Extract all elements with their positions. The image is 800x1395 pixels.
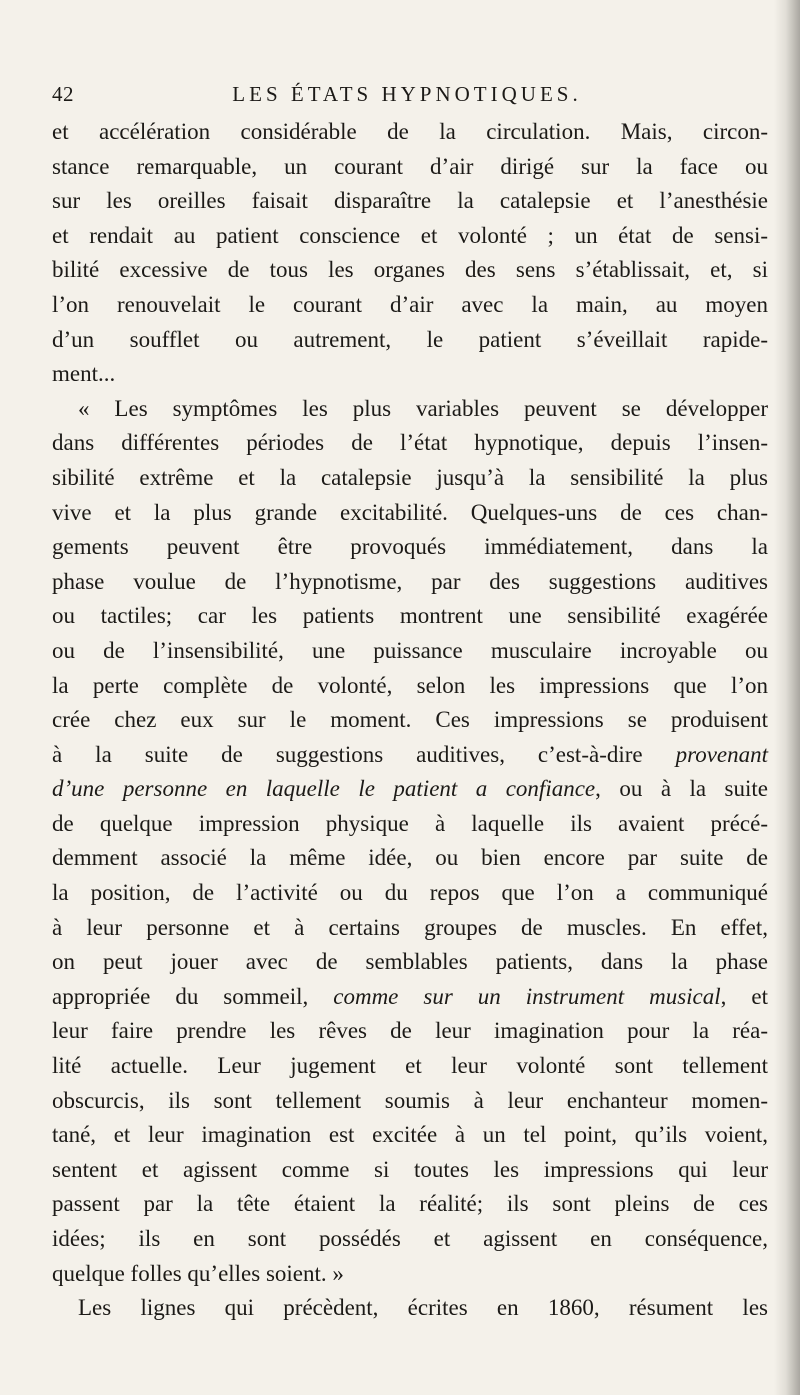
text-segment: , ou à la suite bbox=[595, 776, 769, 802]
text-line bbox=[52, 461, 768, 496]
text-segment: la perte complète de volonté, selon les impressions que l’on bbox=[52, 672, 768, 698]
text-segment: « Les symptômes les plus variables peuvent se développer bbox=[78, 395, 768, 421]
text-segment: Les lignes qui précèdent, écrites en 1860, résument les bbox=[78, 1295, 768, 1321]
text-line bbox=[52, 1291, 768, 1326]
text-line bbox=[52, 253, 768, 288]
italic-text: d’une personne en laquelle le patient a confiance bbox=[52, 776, 596, 802]
text-segment: sentent et agissent comme si toutes les impressions qui leur bbox=[52, 1156, 768, 1182]
text-segment: d’un soufflet ou autrement, le patient s’éveillait rapide- bbox=[52, 326, 768, 352]
text-line bbox=[52, 426, 768, 461]
italic-text: provenant bbox=[675, 741, 768, 767]
text-line bbox=[52, 1014, 768, 1049]
text-line bbox=[52, 219, 768, 254]
text-line bbox=[52, 392, 768, 427]
text-line bbox=[52, 1118, 768, 1153]
text-segment: et accélération considérable de la circulation. Mais, circon- bbox=[52, 119, 768, 144]
text-line bbox=[52, 1084, 768, 1119]
body-text bbox=[52, 115, 768, 1326]
text-line bbox=[52, 115, 768, 150]
text-line bbox=[52, 772, 768, 807]
text-segment: crée chez eux sur le moment. Ces impressions se produisent bbox=[52, 707, 768, 733]
text-line bbox=[52, 807, 768, 842]
text-segment: ou tactiles; car les patients montrent une sensibilité exagérée bbox=[52, 603, 768, 629]
text-line bbox=[52, 738, 768, 773]
text-line bbox=[52, 1187, 768, 1222]
text-segment: sibilité extrême et la catalepsie jusqu’à la sensibilité la plus bbox=[52, 464, 768, 490]
text-line bbox=[52, 357, 768, 392]
text-segment: à leur personne et à certains groupes de muscles. En effet, bbox=[52, 914, 768, 940]
text-segment: sur les oreilles faisait disparaître la catalepsie et l’anesthésie bbox=[52, 188, 768, 214]
text-line bbox=[52, 669, 768, 704]
text-line bbox=[52, 1049, 768, 1084]
text-segment: phase voulue de l’hypnotisme, par des suggestions auditives bbox=[52, 568, 768, 594]
text-line bbox=[52, 1257, 768, 1292]
text-line bbox=[52, 1153, 768, 1188]
text-segment: tané, et leur imagination est excitée à un tel point, qu’ils voient, bbox=[52, 1122, 768, 1148]
text-segment: stance remarquable, un courant d’air dirigé sur la face ou bbox=[52, 153, 768, 179]
text-segment: passent par la tête étaient la réalité; ils sont pleins de ces bbox=[52, 1191, 768, 1217]
text-line bbox=[52, 945, 768, 980]
text-line bbox=[52, 980, 768, 1015]
text-segment: on peut jouer avec de semblables patients, dans la phase bbox=[52, 949, 768, 975]
text-line bbox=[52, 634, 768, 669]
text-segment: demment associé la même idée, ou bien encore par suite de bbox=[52, 845, 768, 871]
text-segment: à la suite de suggestions auditives, c’est-à-dire bbox=[52, 741, 676, 767]
text-line bbox=[52, 703, 768, 738]
text-segment: leur faire prendre les rêves de leur imagination pour la réa- bbox=[52, 1018, 768, 1044]
text-line bbox=[52, 323, 768, 358]
text-segment: dans différentes périodes de l’état hypnotique, depuis l’insen- bbox=[52, 430, 768, 456]
text-segment: de quelque impression physique à laquelle ils avaient précé- bbox=[52, 810, 768, 836]
text-line bbox=[52, 876, 768, 911]
text-segment: bilité excessive de tous les organes des sens s’établissait, et, si bbox=[52, 257, 768, 283]
page-edge-shadow bbox=[774, 0, 800, 1395]
text-segment: , et bbox=[720, 983, 768, 1009]
text-segment: lité actuelle. Leur jugement et leur volonté sont tellement bbox=[52, 1053, 768, 1079]
text-segment: la position, de l’activité ou du repos que l’on a communiqué bbox=[52, 880, 768, 906]
italic-text: comme sur un instrument musical bbox=[333, 983, 721, 1009]
text-line bbox=[52, 150, 768, 185]
text-line bbox=[52, 530, 768, 565]
text-segment: vive et la plus grande excitabilité. Quelques-uns de ces chan- bbox=[52, 499, 768, 525]
text-segment: obscurcis, ils sont tellement soumis à leur enchanteur momen- bbox=[52, 1087, 768, 1113]
page-header bbox=[52, 82, 762, 112]
text-segment: et rendait au patient conscience et volonté ; un état de sensi- bbox=[52, 222, 768, 248]
text-line bbox=[52, 565, 768, 600]
text-line bbox=[52, 496, 768, 531]
text-line bbox=[52, 599, 768, 634]
text-line bbox=[52, 841, 768, 876]
text-segment: l’on renouvelait le courant d’air avec la main, au moyen bbox=[52, 291, 768, 317]
text-segment: gements peuvent être provoqués immédiatement, dans la bbox=[52, 534, 768, 560]
text-segment: ment... bbox=[52, 361, 116, 387]
text-line bbox=[52, 288, 768, 323]
text-segment: ou de l’insensibilité, une puissance musculaire incroyable ou bbox=[52, 637, 768, 663]
text-line bbox=[52, 184, 768, 219]
running-title: LES ÉTATS HYPNOTIQUES. bbox=[232, 82, 582, 106]
text-segment: appropriée du sommeil, bbox=[52, 983, 334, 1009]
text-segment: quelque folles qu’elles soient. » bbox=[52, 1260, 344, 1286]
text-segment: idées; ils en sont possédés et agissent en conséquence, bbox=[52, 1226, 768, 1251]
text-line bbox=[52, 911, 768, 946]
text-line bbox=[52, 1222, 768, 1257]
page-number: 42 bbox=[52, 82, 74, 106]
